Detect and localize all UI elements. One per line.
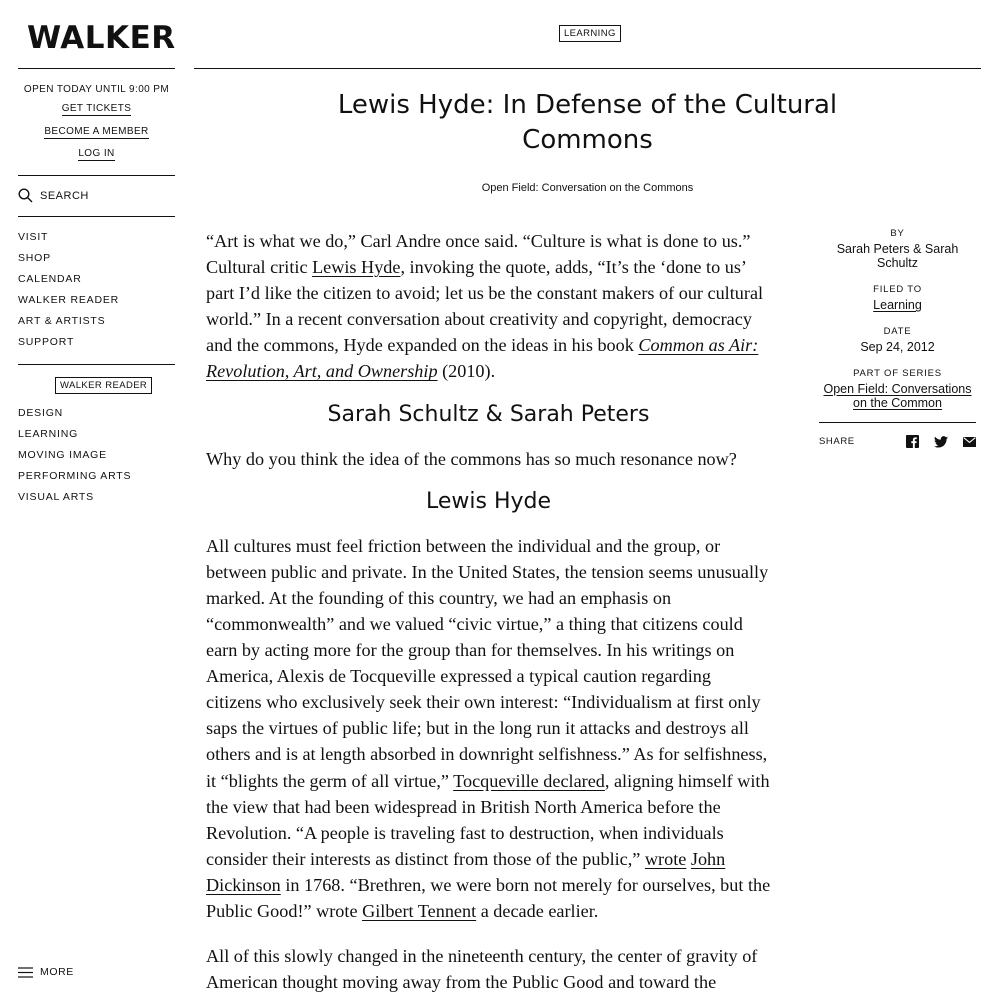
filed-to-label: FILED TO [873, 284, 922, 295]
article-body [206, 228, 771, 1000]
twitter-icon[interactable] [934, 436, 948, 448]
answer-paragraph: All of this slowly changed in the nineteenth century, the center of gravity of American thought moving away from the Public Good and toward the [206, 946, 758, 993]
become-member-link[interactable] [18, 126, 175, 137]
header-divider [194, 68, 981, 69]
get-tickets-label[interactable]: GET TICKETS [61, 103, 132, 114]
share-row [819, 435, 976, 448]
author-names: Sarah Peters & Sarah Schultz [836, 242, 959, 270]
facebook-icon[interactable] [906, 435, 919, 448]
date-label: DATE [883, 326, 912, 337]
sidebar [18, 0, 175, 1000]
more-label[interactable]: MORE [40, 966, 74, 978]
more-button[interactable] [18, 966, 74, 978]
article-meta [819, 228, 976, 448]
search-icon [18, 188, 33, 203]
answer-text: a decade earlier. [476, 900, 599, 921]
sidebar-divider [18, 175, 175, 176]
answer-text: in 1768. “Brethren, we were born not merely for ourselves, but the Public Good!” wrote [206, 874, 771, 921]
page-title: Lewis Hyde: In Defense of the Cultural Commons [337, 90, 838, 155]
get-tickets-link[interactable] [18, 103, 175, 114]
section-item-moving-image[interactable]: MOVING IMAGE [18, 449, 107, 461]
section-nav [18, 406, 131, 511]
gilbert-tennent-link[interactable]: Gilbert Tennent [362, 900, 477, 921]
answer-paragraph [206, 533, 771, 924]
speaker-heading: Lewis Hyde [425, 488, 552, 514]
by-label: BY [890, 228, 905, 239]
series-link[interactable]: Open Field: Conversations on the Common [823, 382, 972, 410]
log-in-link[interactable] [18, 148, 175, 159]
filed-to-link[interactable]: Learning [873, 298, 922, 312]
sidebar-divider [18, 216, 175, 217]
nav-item-shop[interactable]: SHOP [18, 252, 51, 264]
section-item-performing-arts[interactable]: PERFORMING ARTS [18, 470, 132, 482]
nav-item-visit[interactable]: VISIT [18, 231, 49, 243]
book-link[interactable]: Common as Air: Revolution, Art, and Ownership [206, 335, 759, 382]
main-nav [18, 230, 119, 356]
become-member-label[interactable]: BECOME A MEMBER [44, 126, 149, 137]
answer-text: , aligning himself with the view that had been widespread in British North America before the Revolution. “A people is traveling fast to destruction, when individuals consider their interests as distinct from those of the public,” [206, 770, 770, 869]
hours-text: OPEN TODAY UNTIL 9:00 PM [23, 84, 170, 95]
question-paragraph: Why do you think the idea of the commons has so much resonance now? [206, 448, 737, 469]
meta-divider [819, 422, 976, 423]
sidebar-divider [18, 364, 175, 365]
john-dickinson-link[interactable]: John Dickinson [206, 848, 726, 895]
nav-item-walker-reader[interactable]: WALKER READER [18, 294, 120, 306]
nav-item-support[interactable]: SUPPORT [18, 336, 75, 348]
tocqueville-link[interactable]: Tocqueville declared [453, 770, 605, 791]
menu-icon [18, 967, 33, 978]
search-button[interactable] [18, 188, 89, 203]
share-label: SHARE [819, 436, 855, 447]
section-item-design[interactable]: DESIGN [18, 407, 64, 419]
intro-text: “Art is what we do,” Carl Andre once said. “Culture is what is done to us.” Cultural critic [206, 231, 751, 278]
series-subtitle: Open Field: Conversation on the Commons [481, 182, 694, 194]
search-label[interactable]: SEARCH [40, 189, 89, 202]
series-label: PART OF SERIES [853, 368, 942, 379]
nav-item-calendar[interactable]: CALENDAR [18, 273, 82, 285]
walker-logo[interactable]: WALKER [27, 20, 176, 56]
speaker-heading: Sarah Schultz & Sarah Peters [327, 401, 650, 427]
category-badge[interactable]: LEARNING [559, 25, 621, 42]
walker-reader-badge[interactable]: WALKER READER [55, 377, 152, 394]
section-item-visual-arts[interactable]: VISUAL ARTS [18, 491, 94, 503]
wrote-link[interactable]: wrote [644, 848, 687, 869]
intro-text: , invoking the quote, adds, “It’s the ‘done to us’ part I’d like the citizen to avoid; let us be the constant makers of our cultural world.” In a recent conversation about creativity and copyright, democracy and the commons, Hyde expanded on the ideas in his book [206, 257, 764, 356]
email-icon[interactable] [963, 437, 976, 447]
answer-text: All cultures must feel friction between the individual and the group, or between public and private. In the United States, the tension seems unusually marked. At the founding of this country, we had an emphasis on “commonwealth” and we valued “civic virtue,” a thing that citizens could earn by acting more for the group than for themselves. In his writings on America, Alexis de Tocqueville expressed a typical caution regarding citizens who exclusively seek their own interest: “Individualism at first only saps the virtues of public life; but in the long run it attacks and destroys all others and is at length absorbed in downright selfishness.” As for selfishness, it “blights the germ of all virtue,” [206, 535, 769, 791]
intro-paragraph [206, 228, 771, 385]
date-value: Sep 24, 2012 [860, 340, 935, 354]
lewis-hyde-link[interactable]: Lewis Hyde [312, 257, 401, 278]
intro-text: (2010). [437, 361, 496, 382]
nav-item-art-artists[interactable]: ART & ARTISTS [18, 315, 106, 327]
share-icons [906, 435, 976, 448]
log-in-label[interactable]: LOG IN [78, 148, 115, 159]
sidebar-divider [18, 68, 175, 69]
section-item-learning[interactable]: LEARNING [18, 428, 79, 440]
